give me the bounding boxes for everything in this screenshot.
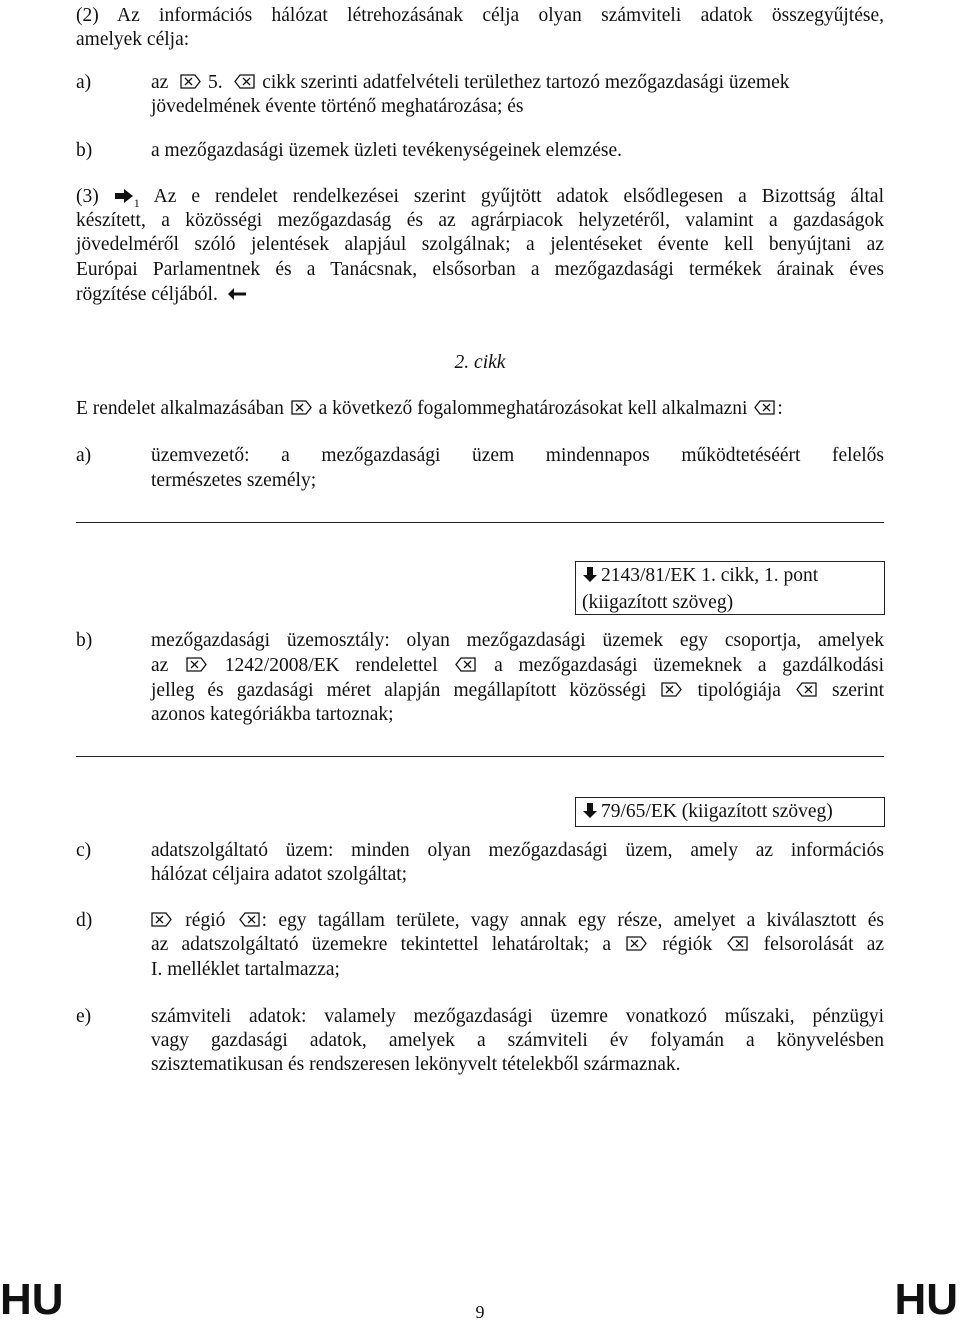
article-intro: [76, 397, 783, 422]
insert-end-icon: [754, 400, 775, 415]
definition-b-line-3: [151, 679, 884, 704]
definition-label-a: a): [76, 445, 92, 466]
definition-d-line-2: [151, 933, 884, 958]
definition-b-text-2c: a mezőgazdasági üzemeknek a gazdálkodási: [478, 655, 885, 676]
source-reference-text: 79/65/EK (kiigazított szöveg): [601, 801, 833, 822]
paragraph-3-line-5: [76, 283, 247, 310]
paragraph-3-number: (3): [76, 186, 99, 207]
definition-a-line-1: üzemvezető: a mezőgazdasági üzem mindennapos működtetéséért felelős: [151, 445, 884, 466]
definition-d-text-2a: az adatszolgáltató üzemekre tekintettel lehatároltak; a: [151, 934, 612, 955]
source-reference-line-2: (kiigazított szöveg): [582, 591, 734, 613]
definition-b-text-2a: az: [151, 655, 169, 676]
article-heading: 2. cikk: [454, 352, 506, 373]
paragraph-3-amend-index: 1: [133, 195, 140, 210]
list-label-a: a): [76, 72, 92, 93]
source-down-arrow-icon: [582, 566, 598, 591]
definition-label-d: d): [76, 910, 93, 931]
article-intro-text-3: :: [777, 398, 783, 419]
amend-start-arrow-icon: [114, 187, 134, 212]
list-item-b: a mezőgazdasági üzemek üzleti tevékenységeinek elemzése.: [151, 140, 623, 161]
insert-start-icon: [661, 682, 682, 697]
article-intro-text-2: a következő fogalommeghatározásokat kell alkalmazni: [313, 398, 748, 419]
amend-end-arrow-icon: [227, 285, 247, 310]
definition-label-e: e): [76, 1006, 92, 1027]
insert-start-icon: [180, 74, 201, 89]
source-down-arrow-icon: [582, 802, 598, 827]
definition-b-line-1: mezőgazdasági üzemosztály: olyan mezőgazdasági üzemek egy csoportja, amelyek: [151, 630, 884, 651]
definition-d-text-2c: felsorolását az: [750, 934, 884, 955]
section-divider: [76, 522, 884, 523]
insert-start-icon: [626, 936, 647, 951]
definition-label-b: b): [76, 630, 93, 651]
insert-end-icon: [239, 912, 260, 927]
insert-end-icon: [796, 682, 817, 697]
definition-e-line-2: vagy gazdasági adatok, amelyek a számviteli év folyamán a könyvelésben: [151, 1030, 884, 1051]
definition-c-line-1: adatszolgáltató üzem: minden olyan mezőgazdasági üzem, amely az információs: [151, 840, 884, 861]
source-reference-box: [575, 797, 885, 827]
definition-b-text-3a: jelleg és gazdasági méret alapján megállapított közösségi: [151, 680, 647, 701]
definition-d-line-3: I. melléklet tartalmazza;: [151, 959, 340, 980]
definition-e-line-3: szisztematikusan és rendszeresen lekönyvelt tételekből származnak.: [151, 1054, 681, 1075]
insert-start-icon: [151, 912, 172, 927]
source-reference-line-1: [582, 564, 878, 591]
paragraph-3-line-2: készített, a közösségi mezőgazdaság és az agrárpiacok helyzetéről, valamint a gazdaságok: [76, 210, 884, 231]
paragraph-2-line-2: amelyek célja:: [76, 29, 190, 50]
paragraph-3-text-5: rögzítése céljából.: [76, 284, 218, 305]
list-item-a-text-2: 5.: [203, 72, 223, 93]
insert-start-icon: [186, 657, 207, 672]
definition-d-text-1b: : egy tagállam területe, vagy annak egy része, amelyet a kiválasztott és: [261, 910, 884, 931]
paragraph-2-line-1: (2) Az információs hálózat létrehozásának célja olyan számviteli adatok összegyűjtése,: [76, 5, 884, 26]
source-reference-box: [575, 561, 885, 615]
paragraph-3-text-1: Az e rendelet rendelkezései szerint gyűjtött adatok elsődlegesen a Bizottság által: [153, 186, 885, 207]
footer-language-right: HU: [894, 1275, 958, 1324]
definition-label-c: c): [76, 840, 92, 861]
list-item-a-line-1: [151, 71, 884, 96]
list-label-b: b): [76, 140, 93, 161]
definition-d-line-1: [151, 909, 884, 934]
insert-end-icon: [727, 936, 748, 951]
footer-language-left: HU: [0, 1275, 64, 1324]
definition-b-line-2: [151, 654, 884, 679]
list-item-a-line-2: jövedelmének évente történő meghatározása; és: [151, 96, 524, 117]
insert-end-icon: [455, 657, 476, 672]
definition-e-line-1: számviteli adatok: valamely mezőgazdasági üzemre vonatkozó műszaki, pénzügyi: [151, 1006, 884, 1027]
section-divider: [76, 756, 884, 757]
definition-b-text-3c: szerint: [818, 680, 885, 701]
insert-end-icon: [234, 74, 255, 89]
source-reference-text-1: 2143/81/EK 1. cikk, 1. pont: [601, 565, 819, 586]
definition-c-line-2: hálózat céljaira adatot szolgáltat;: [151, 864, 408, 885]
article-intro-text-1: E rendelet alkalmazásában: [76, 398, 284, 419]
list-item-a-text-3: cikk szerinti adatfelvételi területhez tartozó mezőgazdasági üzemek: [257, 72, 790, 93]
definition-b-text-2b: 1242/2008/EK rendelettel: [209, 655, 438, 676]
page-number: 9: [475, 1302, 485, 1322]
definition-d-text-1a: régió: [174, 910, 226, 931]
insert-start-icon: [291, 400, 312, 415]
definition-b-text-3b: tipológiája: [684, 680, 781, 701]
paragraph-3-line-3: jövedelméről szóló jelentések alapjául szolgálnak; a jelentéseket évente kell benyújtani az: [76, 234, 884, 255]
definition-a-line-2: természetes személy;: [151, 470, 317, 491]
definition-d-text-2b: régiók: [649, 934, 713, 955]
definition-b-line-4: azonos kategóriákba tartoznak;: [151, 704, 394, 725]
list-item-a-text-1: az: [151, 72, 169, 93]
paragraph-3-line-4: Európai Parlamentnek és a Tanácsnak, elsősorban a mezőgazdasági termékek árainak éves: [76, 259, 884, 280]
